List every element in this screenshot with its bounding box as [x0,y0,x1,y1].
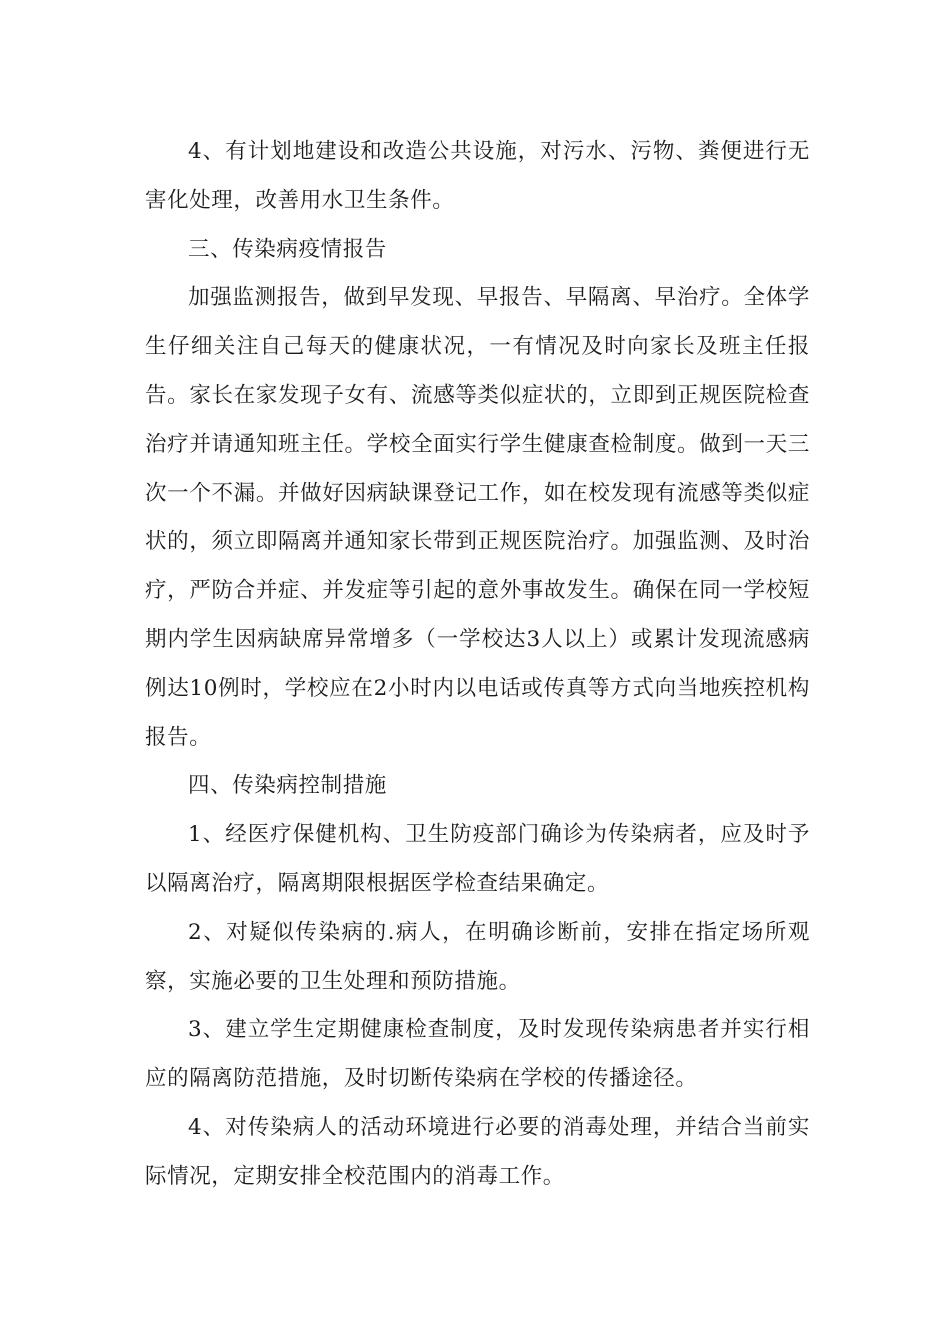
paragraph-item-4-sanitation: 4、有计划地建设和改造公共设施，对污水、污物、粪便进行无害化处理，改善用水卫生条件。 [145,139,810,213]
paragraph-monitoring-report: 加强监测报告，做到早发现、早报告、早隔离、早治疗。全体学生仔细关注自己每天的健康状况，一有情况及时向家长及班主任报告。家长在家发现子女有、流感等类似症状的，立即到正规医院检查治疗并请通知班主任。学校全面实行学生健康查检制度。做到一天三次一个不漏。并做好因病缺课登记工作，如在校发现有流感等类似症状的，须立即隔离并通知家长带到正规医院治疗。加强监测、及时治疗，严防合并症、并发症等引起的意外事故发生。确保在同一学校短期内学生因病缺席异常增多（一学校达3人以上）或累计发现流感病例达10例时，学校应在2小时内以电话或传真等方式向当地疾控机构报告。 [145,285,810,750]
document-body [145,128,810,1202]
section-heading-control-measures: 四、传染病控制措施 [188,773,387,799]
paragraph-item-1-isolation: 1、经医疗保健机构、卫生防疫部门确诊为传染病者，应及时予以隔离治疗，隔离期限根据医学检查结果确定。 [145,822,810,896]
paragraph-item-2-suspected: 2、对疑似传染病的.病人，在明确诊断前，安排在指定场所观察，实施必要的卫生处理和预防措施。 [145,919,810,994]
paragraph-item-4-disinfection: 4、对传染病人的活动环境进行必要的消毒处理，并结合当前实际情况，定期安排全校范围内的消毒工作。 [145,1114,810,1189]
section-heading-epidemic-report: 三、传染病疫情报告 [188,236,387,262]
paragraph-item-3-health-check: 3、建立学生定期健康检查制度，及时发现传染病患者并实行相应的隔离防范措施，及时切断传染病在学校的传播途径。 [145,1017,810,1092]
